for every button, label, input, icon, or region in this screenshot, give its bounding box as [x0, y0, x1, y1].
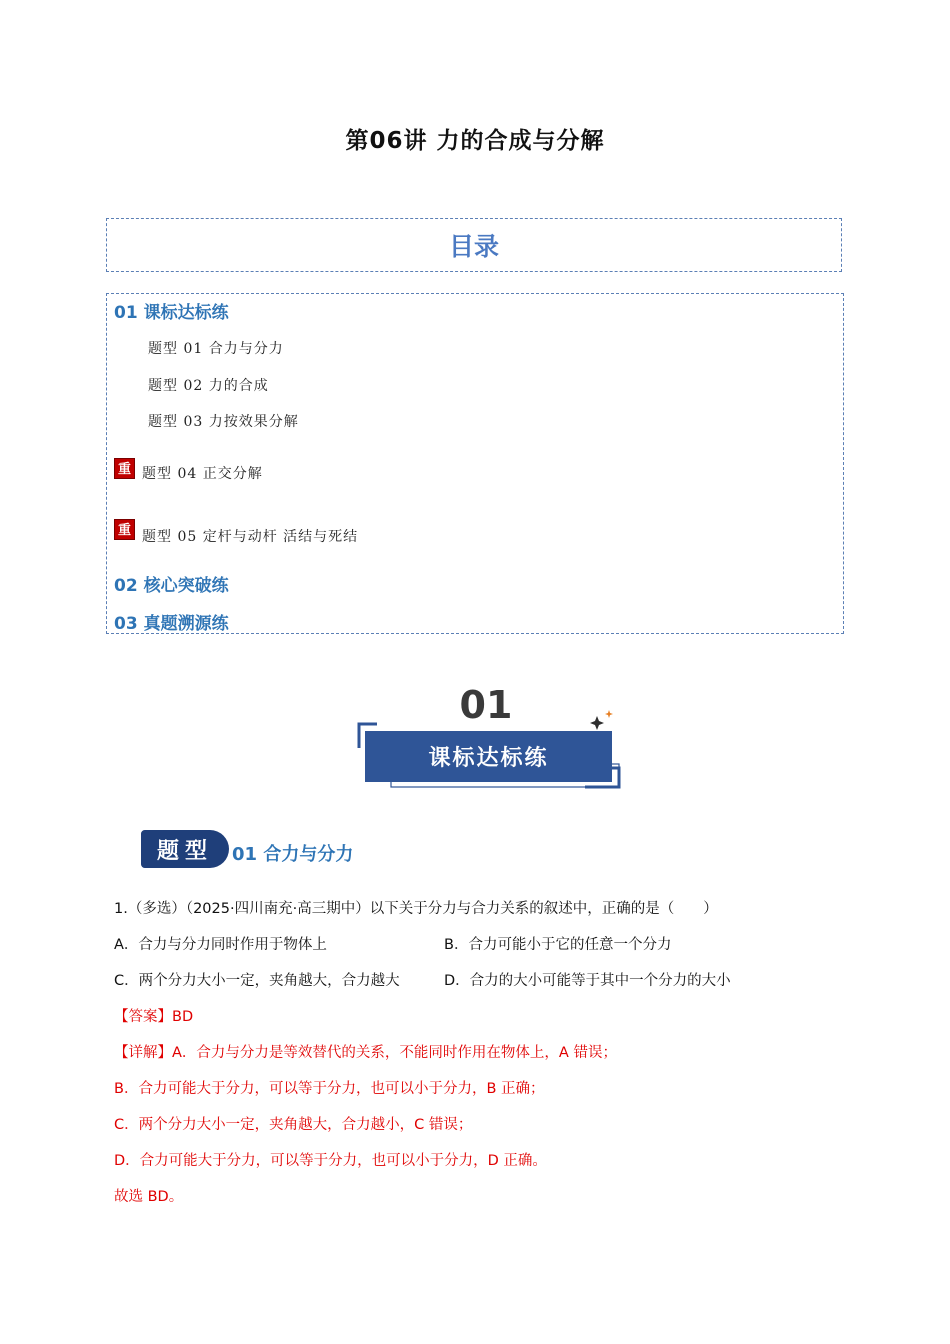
option-b: B．合力可能小于它的任意一个分力	[444, 937, 672, 953]
toc-item-2[interactable]: 题型 02 力的合成	[148, 378, 269, 394]
answer-label: 【答案】	[114, 1009, 172, 1025]
detail-line-1	[114, 1041, 617, 1062]
question-type-title: 01 合力与分力	[232, 844, 354, 865]
toc-heading: 目录	[448, 232, 499, 261]
toc-heading-box	[106, 218, 842, 272]
document-title: 第06讲 力的合成与分解	[345, 128, 605, 154]
detail-line-2: B．合力可能大于分力，可以等于分力，也可以小于分力，B 正确；	[114, 1081, 545, 1097]
question-type-badge	[141, 830, 229, 868]
toc-section-3[interactable]: 03 真题溯源练	[114, 614, 229, 634]
banner-label: 课标达标练	[428, 746, 549, 771]
toc-section-2[interactable]: 02 核心突破练	[114, 576, 229, 596]
sparkle-icon	[589, 708, 615, 730]
banner-number: 01	[459, 683, 513, 727]
key-badge-icon: 重	[114, 519, 135, 540]
banner-bar	[365, 731, 612, 782]
toc-section-1[interactable]: 01 课标达标练	[114, 303, 229, 323]
toc-item-1[interactable]: 题型 01 合力与分力	[148, 341, 284, 357]
detail-line-4: D．合力可能大于分力，可以等于分力，也可以小于分力，D 正确。	[114, 1153, 547, 1169]
toc-item-5[interactable]: 题型 05 定杆与动杆 活结与死结	[142, 529, 359, 545]
toc-item-4[interactable]: 题型 04 正交分解	[142, 466, 263, 482]
question-stem: 1.（多选）（2025·四川南充·高三期中）以下关于分力与合力关系的叙述中，正确的是（ ）	[114, 901, 718, 917]
question-type-badge-label: 题型	[156, 837, 213, 864]
option-c: C．两个分力大小一定，夹角越大，合力越大	[114, 973, 400, 989]
detail-line-3: C．两个分力大小一定，夹角越大，合力越小，C 错误；	[114, 1117, 473, 1133]
detail-text: A．合力与分力是等效替代的关系，不能同时作用在物体上，A 错误；	[172, 1045, 617, 1061]
toc-item-3[interactable]: 题型 03 力按效果分解	[148, 414, 299, 430]
key-badge-icon: 重	[114, 458, 135, 479]
detail-conclusion: 故选 BD。	[114, 1189, 184, 1205]
option-d: D．合力的大小可能等于其中一个分力的大小	[444, 973, 731, 989]
option-a: A．合力与分力同时作用于物体上	[114, 937, 327, 953]
answer-line	[114, 1005, 193, 1026]
detail-label: 【详解】	[114, 1045, 172, 1061]
answer-value: BD	[172, 1009, 194, 1025]
